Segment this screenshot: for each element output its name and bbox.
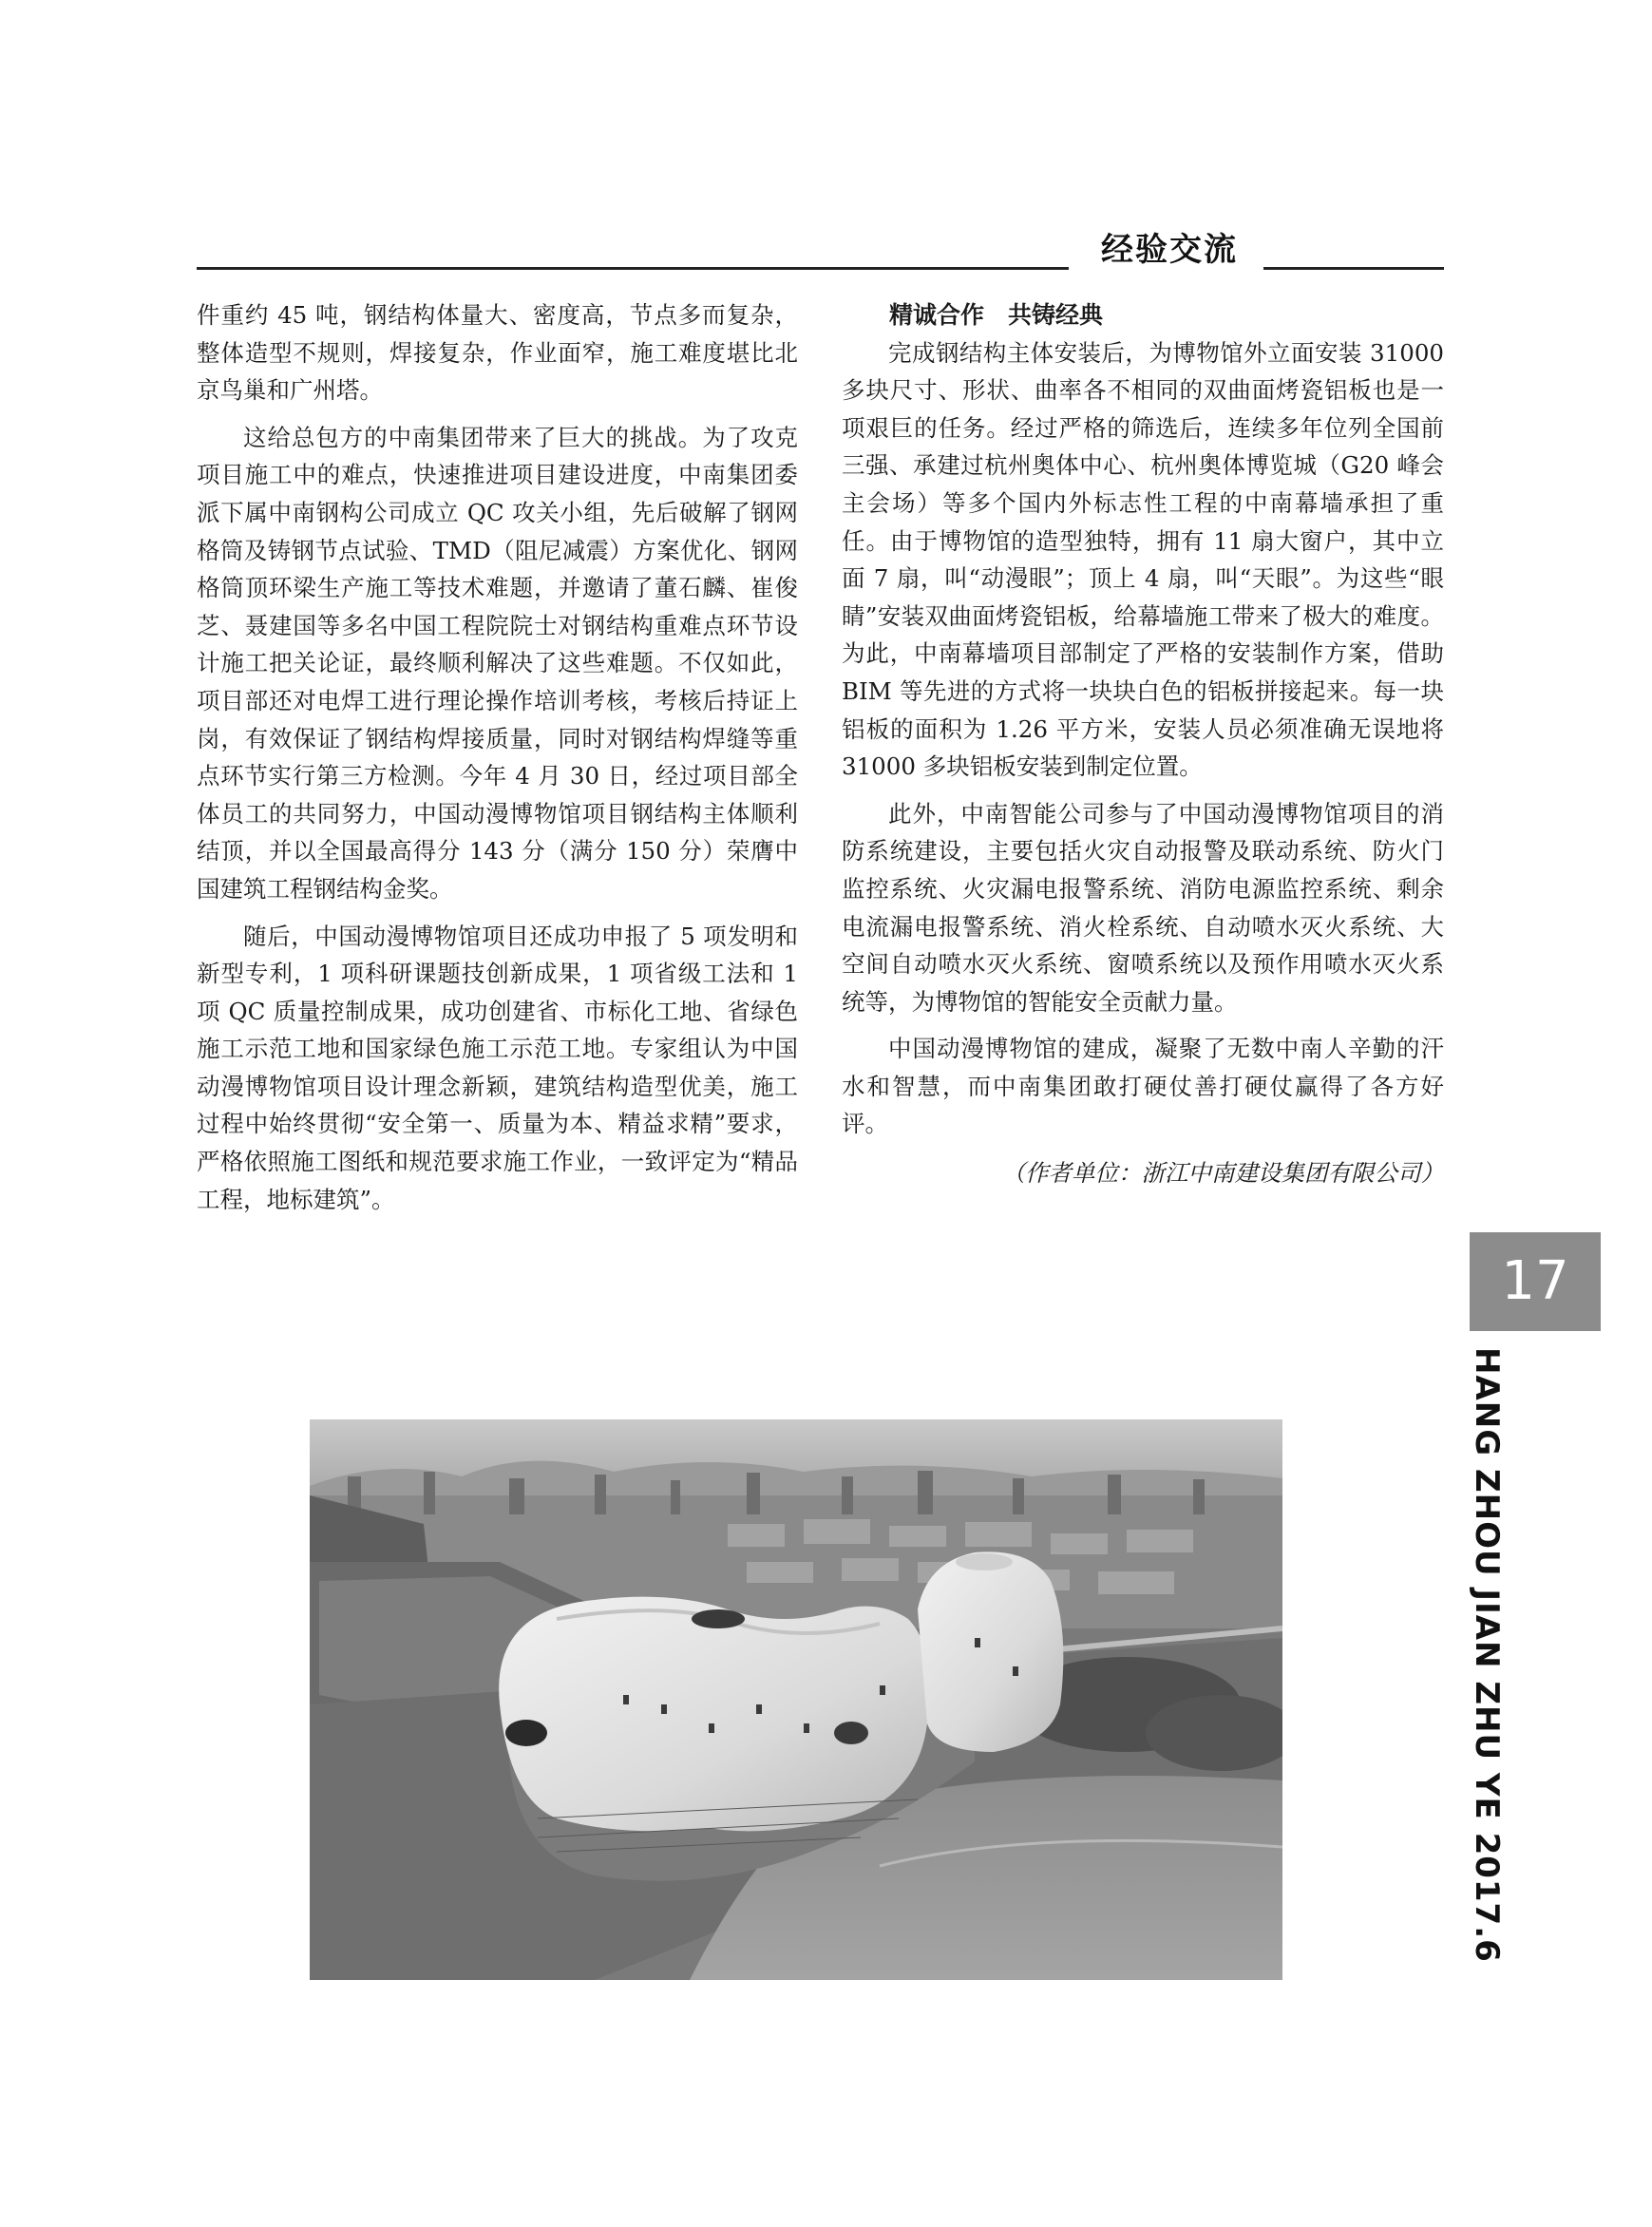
paragraph: 件重约 45 吨，钢结构体量大、密度高，节点多而复杂，整体造型不规则，焊接复杂，作业面窄，施工难度堪比北京鸟巢和广州塔。 — [197, 301, 798, 405]
aerial-photo — [310, 1419, 1282, 1980]
paragraph: 完成钢结构主体安装后，为博物馆外立面安装 31000 多块尺寸、形状、曲率各不相同的双曲面烤瓷铝板也是一项艰巨的任务。经过严格的筛选后，连续多年位列全国前三强、承建过杭州奥体中心、杭州奥体博览城（G20 峰会主会场）等多个国内外标志性工程的中南幕墙承担了重任。由于博物馆的造型独特，拥有 11 扇大窗户，其中立面 7 扇，叫“动漫眼”；顶上 4 扇，叫“天眼”。为这些“眼睛”安装双曲面烤瓷铝板，给幕墙施工带来了极大的难度。为此，中南幕墙项目部制定了严格的安装制作方案，借助 BIM 等先进的方式将一块块白色的铝板拼接起来。每一块铝板的面积为 1.26 平方米，安装人员必须准确无误地将 31000 多块铝板安装到制定位置。 — [842, 338, 1444, 781]
header-rule-left — [197, 267, 1069, 270]
magazine-issue: HANG ZHOU JIAN ZHU YE 2017.6 — [1468, 1347, 1506, 1963]
section-title: 经验交流 — [1101, 231, 1238, 269]
right-column — [842, 296, 1444, 1192]
paragraph: 中国动漫博物馆的建成，凝聚了无数中南人辛勤的汗水和智慧，而中南集团敢打硬仗善打硬仗赢得了各方好评。 — [842, 1035, 1444, 1138]
header-rule-right — [1263, 267, 1444, 270]
section-heading: 精诚合作 共铸经典 — [889, 301, 1104, 329]
paragraph: 随后，中国动漫博物馆项目还成功申报了 5 项发明和新型专利，1 项科研课题技创新成果，1 项省级工法和 1 项 QC 质量控制成果，成功创建省、市标化工地、省绿色施工示范工地和国家绿色施工示范工地。专家组认为中国动漫博物馆项目设计理念新颖，建筑结构造型优美，施工过程中始终贯彻“安全第一、质量为本、精益求精”要求，严格依照施工图纸和规范要求施工作业，一致评定为“精品工程，地标建筑”。 — [197, 922, 798, 1213]
author-affiliation: （作者单位：浙江中南建设集团有限公司） — [1001, 1159, 1444, 1188]
museum-photo-illustration — [310, 1419, 1282, 1980]
paragraph: 这给总包方的中南集团带来了巨大的挑战。为了攻克项目施工中的难点，快速推进项目建设进度，中南集团委派下属中南钢构公司成立 QC 攻关小组，先后破解了钢网格筒及铸钢节点试验、TMD（阻尼减震）方案优化、钢网格筒顶环梁生产施工等技术难题，并邀请了董石麟、崔俊芝、聂建国等多名中国工程院院士对钢结构重难点环节设计施工把关论证，最终顺利解决了这些难题。不仅如此，项目部还对电焊工进行理论操作培训考核，考核后持证上岗，有效保证了钢结构焊接质量，同时对钢结构焊缝等重点环节实行第三方检测。今年 4 月 30 日，经过项目部全体员工的共同努力，中国动漫博物馆项目钢结构主体顺利结顶，并以全国最高得分 143 分（满分 150 分）荣膺中国建筑工程钢结构金奖。 — [197, 423, 798, 903]
left-column — [197, 296, 798, 1218]
page-number: 17 — [1470, 1232, 1601, 1331]
paragraph: 此外，中南智能公司参与了中国动漫博物馆项目的消防系统建设，主要包括火灾自动报警及联动系统、防火门监控系统、火灾漏电报警系统、消防电源监控系统、剩余电流漏电报警系统、消火栓系统、自动喷水灭火系统、大空间自动喷水灭火系统、窗喷系统以及预作用喷水灭火系统等，为博物馆的智能安全贡献力量。 — [842, 799, 1444, 1016]
